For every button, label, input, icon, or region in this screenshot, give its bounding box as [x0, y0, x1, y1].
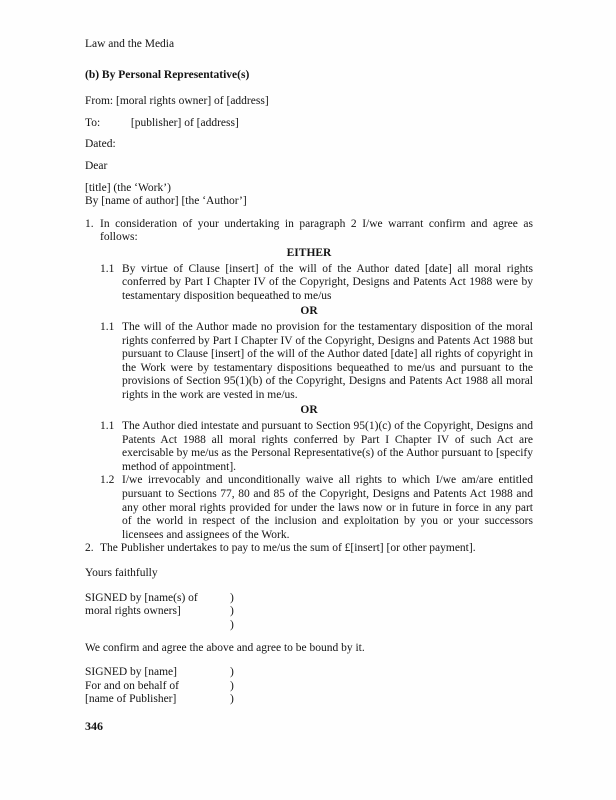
signature-row [85, 605, 533, 619]
signature-row [85, 666, 533, 680]
closing-line: Yours faithfully [85, 567, 158, 579]
signature-row [85, 619, 533, 633]
subclause-text: The will of the Author made no provision for the testamentary disposition of the moral rights conferred by Part I Chapter IV of the Copyright, Designs and Patents Act 1988 but pursuant to Clause [insert] of the will of the Author dated [date] all rights of copyright in the Work were by testamentary dispositions bequeathed to me/us and pursuant to the provisions of Section 95(1)(b) of the Copyright, Designs and Patents Act 1988 all moral rights in the work are vested in me/us. [122, 320, 533, 401]
to-value: [publisher] of [address] [130, 116, 239, 129]
signature-paren: ) [230, 665, 234, 678]
title-block [85, 182, 533, 209]
signature-paren: ) [230, 618, 234, 631]
from-value: [moral rights owner] of [address] [116, 95, 269, 108]
signature-row [85, 693, 533, 707]
dated-label: Dated: [85, 138, 116, 151]
subclause-text: By virtue of Clause [insert] of the will of the Author dated [date] all moral rights conferred by Part I Chapter IV of the Copyright, Designs and Patents Act 1988 were by testamentary disposition bequeathed to me/us [122, 262, 533, 302]
signature-text: For and on behalf of [85, 679, 179, 692]
signature-paren: ) [230, 591, 234, 604]
clause-2-number: 2. [85, 542, 94, 555]
signature-block-1 [85, 592, 533, 633]
signature-paren: ) [230, 679, 234, 692]
section-heading: (b) By Personal Representative(s) [85, 68, 250, 81]
confirmation-line: We confirm and agree the above and agree to be bound by it. [85, 642, 365, 655]
subclause-number: 1.1 [100, 420, 115, 433]
subclause-1-1-c [85, 420, 533, 474]
signature-text: moral rights owners] [85, 605, 181, 618]
clause-1-text: In consideration of your undertaking in paragraph 2 I/we warrant confirm and agree as follows: [100, 217, 533, 244]
signature-block-2 [85, 666, 533, 707]
separator-or-1: OR [300, 305, 318, 318]
subclause-1-1-b [85, 321, 533, 403]
signature-text: [name of Publisher] [85, 693, 177, 706]
page-number: 346 [85, 718, 103, 733]
subclause-number: 1.1 [100, 320, 115, 333]
subclause-text: The Author died intestate and pursuant to Section 95(1)(c) of the Copyright, Designs and Patents Act 1988 all moral rights conferred by Part I Chapter IV of such Act are exercisable by me/us as the Personal Representative(s) of the Author pursuant to [specify method of appointment]. [122, 420, 533, 473]
signature-row [85, 592, 533, 606]
signature-row [85, 680, 533, 694]
clause-2 [85, 542, 533, 556]
clause-1-number: 1. [85, 217, 94, 230]
separator-or-2: OR [300, 404, 318, 417]
to-row [85, 117, 533, 131]
signature-paren: ) [230, 693, 234, 706]
page-content [85, 38, 533, 733]
signature-text: SIGNED by [name(s) of [85, 591, 198, 604]
running-header: Law and the Media [85, 38, 175, 50]
work-title-line: [title] (the ‘Work’) [85, 181, 171, 194]
subclause-number: 1.2 [100, 474, 115, 487]
subclause-1-1-a [85, 263, 533, 304]
author-line: By [name of author] [the ‘Author’] [85, 195, 247, 208]
from-label: From: [85, 95, 114, 108]
signature-text: SIGNED by [name] [85, 665, 177, 678]
subclause-text: I/we irrevocably and unconditionally waive all rights to which I/we am/are entitled pursuant to Sections 77, 80 and 85 of the Copyright, Designs and Patents Act 1988 and any other moral rights provided for under the laws now or in future in force in any part of the world in respect of the inclusion and exploitation by you or your successors licensees and assignees of the Work. [122, 474, 533, 541]
clause-1 [85, 218, 533, 245]
salutation: Dear [85, 159, 108, 172]
signature-text [85, 619, 230, 633]
subclause-number: 1.1 [100, 262, 115, 275]
subclause-1-2 [85, 474, 533, 542]
separator-either: EITHER [286, 246, 332, 259]
clause-2-text: The Publisher undertakes to pay to me/us the sum of £[insert] [or other payment]. [100, 542, 476, 555]
to-label: To: [85, 116, 101, 129]
from-row [85, 95, 533, 109]
signature-paren: ) [230, 605, 234, 618]
